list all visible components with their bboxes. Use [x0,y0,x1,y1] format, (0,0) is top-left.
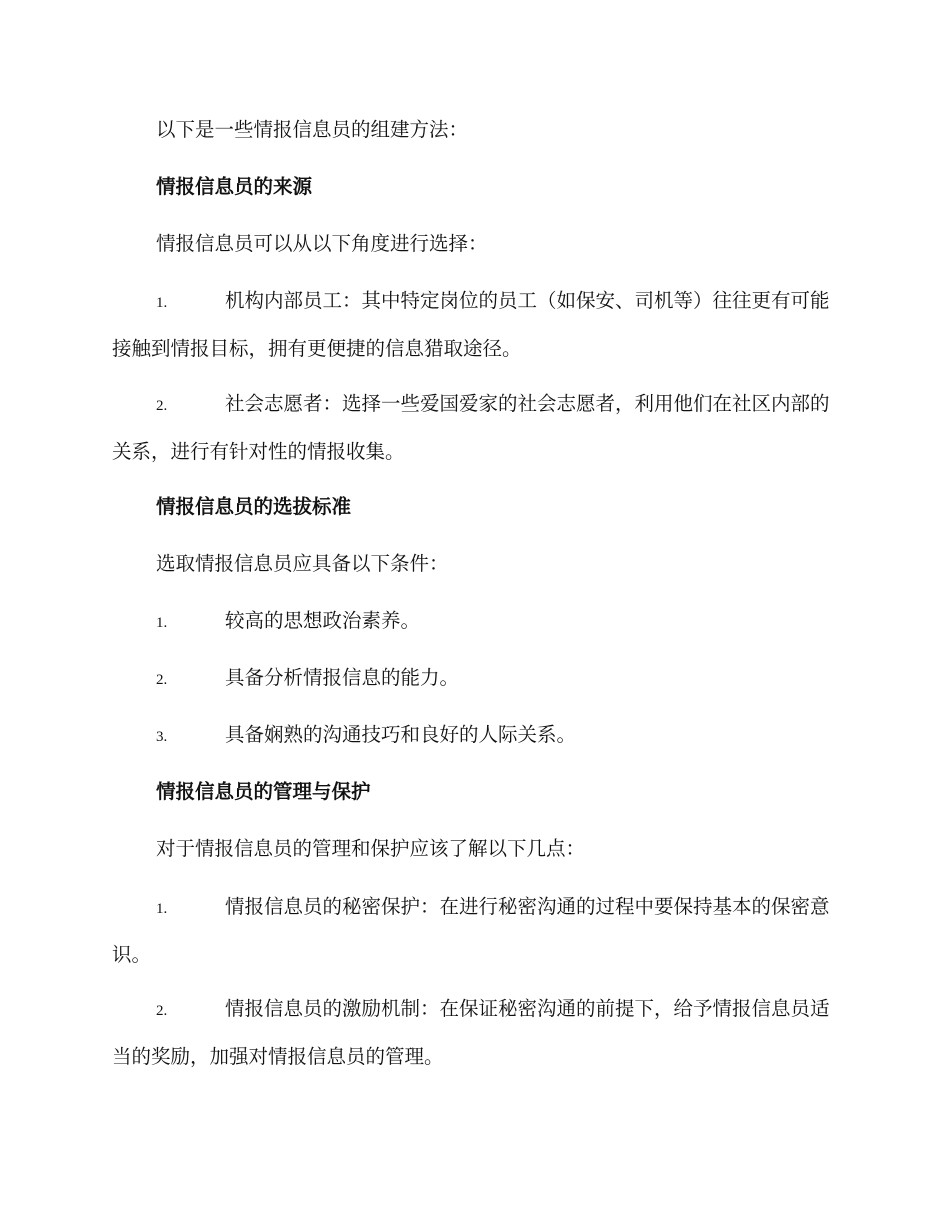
list-item [112,712,837,760]
list-item [112,381,837,474]
list-number: 2. [156,398,168,414]
intro-paragraph: 以下是一些情报信息员的组建方法： [156,118,469,141]
list-item-text: 情报信息员的激励机制：在保证秘密沟通的前提下，给予情报信息员适当的奖励，加强对情报信息员的管理。 [112,997,830,1068]
list-item [112,598,837,646]
list-item-text: 较高的思想政治素养。 [225,609,421,632]
list-number: 3. [156,729,168,745]
section-lead-sources: 情报信息员可以从以下角度进行选择： [156,232,488,255]
section-lead-criteria: 选取情报信息员应具备以下条件： [156,552,449,575]
list-number: 2. [156,1003,168,1019]
section-lead-management: 对于情报信息员的管理和保护应该了解以下几点： [156,837,586,860]
list-item [112,884,837,977]
list-item [112,278,837,371]
section-heading-management: 情报信息员的管理与保护 [156,780,371,803]
section-heading-criteria: 情报信息员的选拔标准 [156,495,352,518]
list-item-text: 社会志愿者：选择一些爱国爱家的社会志愿者，利用他们在社区内部的关系，进行有针对性的情报收集。 [112,392,830,463]
list-item-text: 机构内部员工：其中特定岗位的员工（如保安、司机等）往往更有可能接触到情报目标，拥有更便捷的信息猎取途径。 [112,289,830,360]
list-item-text: 情报信息员的秘密保护：在进行秘密沟通的过程中要保持基本的保密意识。 [112,895,830,966]
list-item [112,655,837,703]
section-heading-sources: 情报信息员的来源 [156,175,313,198]
list-number: 1. [156,615,168,631]
list-number: 1. [156,901,168,917]
list-item-text: 具备分析情报信息的能力。 [225,666,460,689]
list-number: 2. [156,672,168,688]
list-item-text: 具备娴熟的沟通技巧和良好的人际关系。 [225,723,577,746]
list-number: 1. [156,295,168,311]
list-item [112,986,837,1079]
